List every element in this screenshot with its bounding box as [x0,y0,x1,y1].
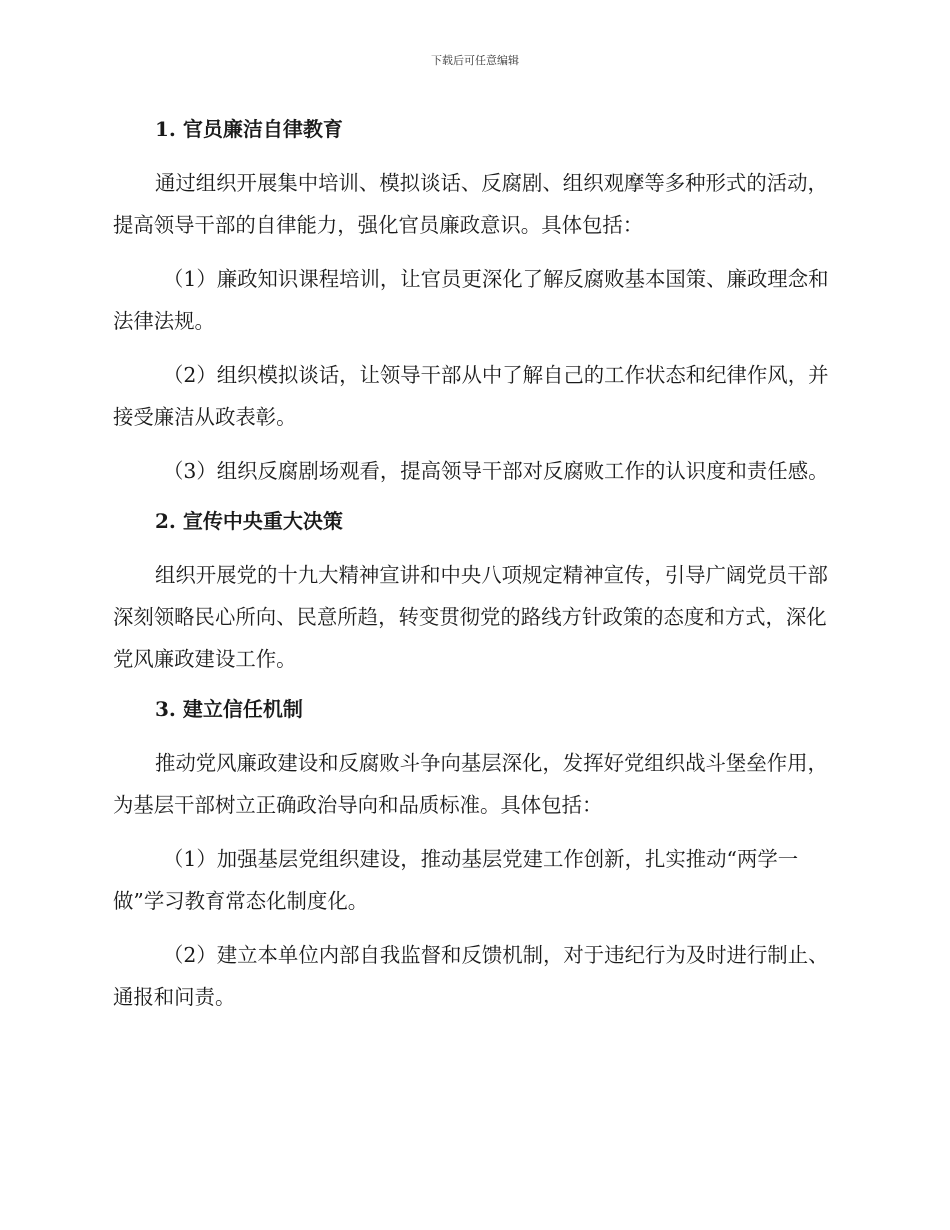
section-heading-1: 1. 官员廉洁自律教育 [155,117,343,141]
section-3-item-1: （1）加强基层党组织建设，推动基层党建工作创新，扎实推动“两学一做”学习教育常态化制度化。 [113,847,799,913]
section-1-item-3: （3）组织反腐剧场观看，提高领导干部对反腐败工作的认识度和责任感。 [163,459,829,483]
page-header: 下载后可任意编辑 [431,54,519,67]
section-3-intro: 推动党风廉政建设和反腐败斗争向基层深化，发挥好党组织战斗堡垒作用，为基层干部树立正确政治导向和品质标准。具体包括： [113,751,828,817]
section-1-item-1: （1）廉政知识课程培训，让官员更深化了解反腐败基本国策、廉政理念和法律法规。 [113,267,829,333]
section-1-intro: 通过组织开展集中培训、模拟谈话、反腐剧、组织观摩等多种形式的活动，提高领导干部的自律能力，强化官员廉政意识。具体包括： [113,171,828,237]
section-heading-3: 3. 建立信任机制 [155,697,303,721]
document-body [113,112,829,1030]
section-3-item-2: （2）建立本单位内部自我监督和反馈机制，对于违纪行为及时进行制止、通报和问责。 [113,943,829,1009]
section-heading-2: 2. 宣传中央重大决策 [155,509,343,533]
section-2-intro: 组织开展党的十九大精神宣讲和中央八项规定精神宣传，引导广阔党员干部深刻领略民心所向、民意所趋，转变贯彻党的路线方针政策的态度和方式，深化党风廉政建设工作。 [113,563,828,671]
section-1-item-2: （2）组织模拟谈话，让领导干部从中了解自己的工作状态和纪律作风，并接受廉洁从政表彰。 [113,363,829,429]
